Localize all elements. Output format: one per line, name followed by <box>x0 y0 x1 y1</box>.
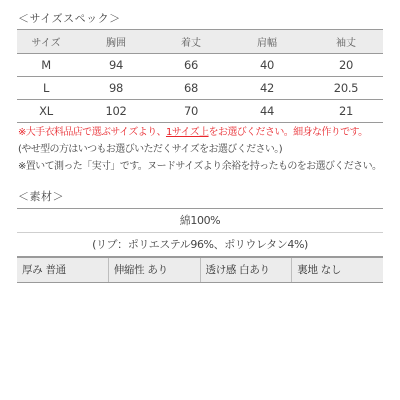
cell-chest: 94 <box>75 54 157 77</box>
property-label: 伸縮性 <box>113 264 145 276</box>
column-header-sleeve: 袖丈 <box>309 30 383 54</box>
cell-size: L <box>17 77 75 100</box>
column-header-chest: 胸囲 <box>75 30 157 54</box>
cell-sleeve: 20.5 <box>309 77 383 100</box>
table-row <box>17 54 383 77</box>
cell-length: 70 <box>157 100 225 123</box>
property-label: 透け感 <box>205 264 237 276</box>
cell-size: M <box>17 54 75 77</box>
property-value: 白あり <box>239 264 270 276</box>
column-header-size: サイズ <box>17 30 75 54</box>
table-row <box>17 100 383 123</box>
cell-chest: 102 <box>75 100 157 123</box>
cell-shoulder: 42 <box>225 77 309 100</box>
material-main: 綿100% <box>179 214 221 227</box>
size-spec-heading: ＜サイズスペック＞ <box>18 12 121 25</box>
size-table-header-row <box>17 30 383 54</box>
material-rib: (リブ：ポリエステル96%、ポリウレタン4%) <box>17 232 383 256</box>
cell-length: 66 <box>157 54 225 77</box>
cell-shoulder: 40 <box>225 54 309 77</box>
size-advice-note <box>18 124 388 141</box>
property-sheerness <box>200 258 292 282</box>
slim-fit-note: (やせ型の方はいつもお選びいただくサイズをお選びください。) <box>18 144 283 155</box>
table-row <box>17 77 383 100</box>
property-lining <box>291 258 383 282</box>
column-header-length: 着丈 <box>157 30 225 54</box>
property-label: 厚み <box>22 264 43 276</box>
property-value: 普通 <box>45 264 66 276</box>
cell-size: XL <box>17 100 75 123</box>
cell-length: 68 <box>157 77 225 100</box>
property-value: あり <box>147 264 168 276</box>
cell-sleeve: 21 <box>309 100 383 123</box>
column-header-shoulder: 肩幅 <box>225 30 309 54</box>
measurement-note: ※置いて測った「実寸」です。ヌードサイズより余裕を持ったものをお選びください。 <box>18 161 382 172</box>
cell-sleeve: 20 <box>309 54 383 77</box>
cell-shoulder: 44 <box>225 100 309 123</box>
size-spec-table <box>17 29 383 123</box>
fabric-properties-bar <box>17 257 383 283</box>
property-label: 裏地 <box>297 264 318 276</box>
size-advice-emphasis: 1サイズ上 <box>165 127 209 138</box>
size-notes <box>18 124 388 175</box>
size-advice-prefix: ※大手衣料品店で選ぶサイズより、 <box>18 127 166 138</box>
cell-chest: 98 <box>75 77 157 100</box>
size-advice-suffix: をお選びください。細身な作りです。 <box>208 127 368 138</box>
material-heading: ＜素材＞ <box>18 190 64 203</box>
property-thickness <box>17 258 108 282</box>
material-box <box>17 208 383 257</box>
property-stretch <box>108 258 200 282</box>
property-value: なし <box>320 264 342 276</box>
